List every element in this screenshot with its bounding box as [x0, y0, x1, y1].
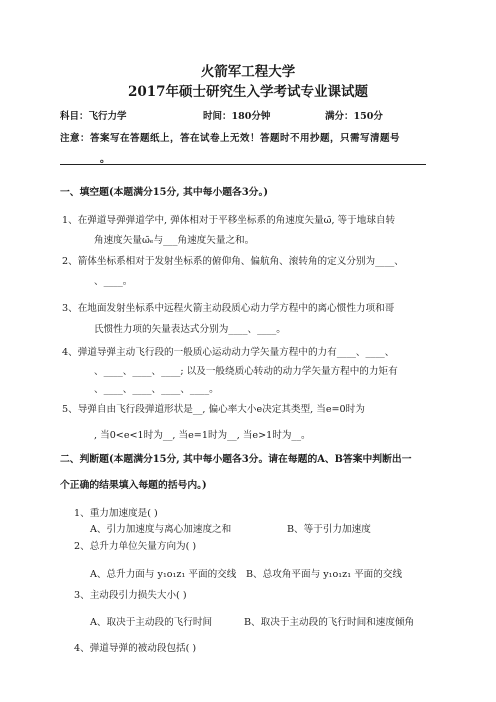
- time-label: 时间：180分钟: [203, 111, 271, 122]
- s2-q1-option-b: B、等于引力加速度: [287, 524, 371, 535]
- s1-q4-line1: 4、弹道导弹主动飞行段的一般质心运动动力学矢量方程中的力有____、____、: [62, 347, 395, 358]
- s1-q2-line1: 2、箭体坐标系相对于发射坐标系的俯仰角、偏航角、滚转角的定义分别为____、: [62, 256, 404, 267]
- s1-q4-line3: 、____、____、____、____。: [94, 384, 219, 395]
- s2-q2-option-b: B、总攻角平面与 y₁o₁z₁ 平面的交线: [246, 569, 403, 580]
- section2-heading-line1: 二、判断题(本题满分15分, 其中每小题各3分。请在每题的A、B答案中判断出一: [60, 454, 412, 465]
- subject-label: 科目：飞行力学: [60, 111, 127, 122]
- s1-q1-line1: 1、在弹道导弹弹道学中, 弹体相对于平移坐标系的角速度矢量ω̄, 等于地球自转: [62, 215, 396, 226]
- s1-q4-line2: 、____、____、____; 以及一般绕质心转动的动力学矢量方程中的力矩有: [94, 366, 398, 377]
- section2-heading-line2: 个正确的结果填入每题的括号内。): [60, 480, 207, 491]
- notice-text-end: 。: [100, 154, 110, 165]
- header-divider: [60, 164, 426, 165]
- s2-q1-option-a: A、引力加速度与离心加速度之和: [90, 524, 232, 535]
- s2-q3: 3、主动段引力损失大小( ): [74, 590, 187, 601]
- s1-q5-line1: 5、导弹自由飞行段弹道形状是__, 偏心率大小e决定其类型, 当e=0时为: [62, 404, 365, 415]
- s1-q3-line2: 氏惯性力项的矢量表达式分别为____、____。: [94, 324, 286, 335]
- s1-q5-line2: , 当0<e<1时为__, 当e=1时为__, 当e>1时为__。: [94, 430, 311, 441]
- s2-q3-option-b: B、取决于主动段的飞行时间和速度倾角: [244, 617, 415, 628]
- s1-q3-line1: 3、在地面发射坐标系中远程火箭主动段质心动力学方程中的离心惯性力项和哥: [62, 303, 395, 314]
- s2-q1: 1、重力加速度是( ): [74, 508, 158, 519]
- university-name: 火箭军工程大学: [200, 64, 296, 80]
- s1-q1-line2: 角速度矢量ω̄ₑ与___角速度矢量之和。: [94, 235, 255, 246]
- s2-q3-option-a: A、取决于主动段的飞行时间: [90, 617, 213, 628]
- s2-q4: 4、弹道导弹的被动段包括( ): [74, 643, 197, 654]
- section1-heading: 一、填空题(本题满分15分, 其中每小题各3分。): [60, 187, 268, 198]
- s2-q2-option-a: A、总升力面与 y₁o₁z₁ 平面的交线: [90, 569, 237, 580]
- s2-q2: 2、总升力单位矢量方向为( ): [74, 541, 197, 552]
- score-label: 满分：150分: [325, 111, 383, 122]
- exam-title: 2017年硕士研究生入学考试专业课试题: [127, 84, 369, 100]
- s1-q2-line2: 、____。: [94, 276, 133, 287]
- notice-text: 注意：答案写在答题纸上，答在试卷上无效！答题时不用抄题，只需写清题号: [60, 133, 401, 144]
